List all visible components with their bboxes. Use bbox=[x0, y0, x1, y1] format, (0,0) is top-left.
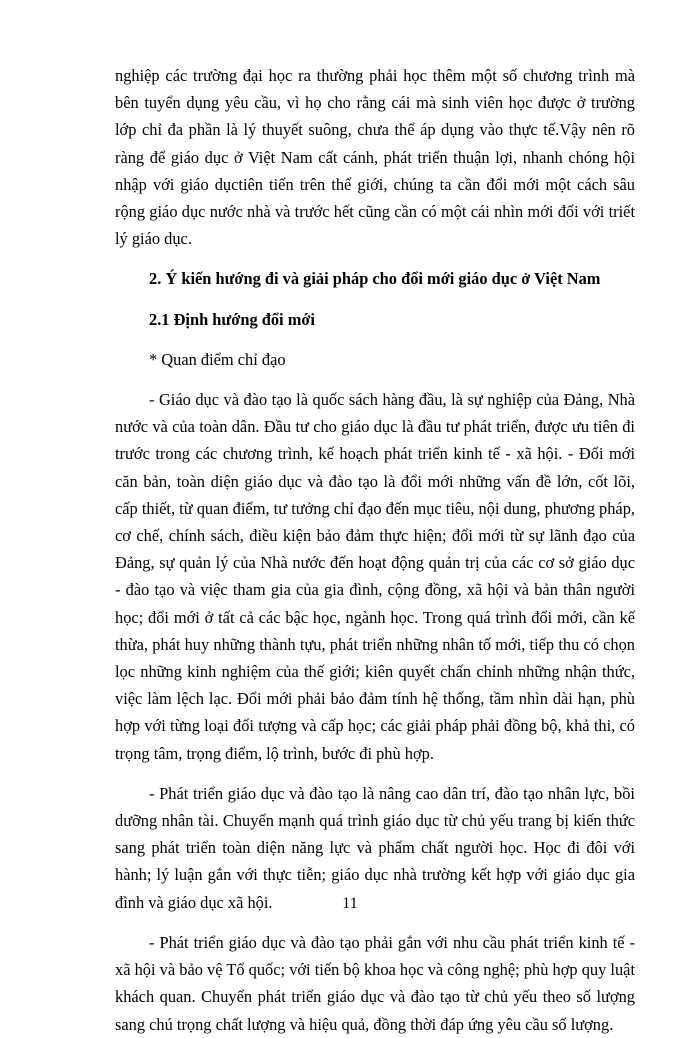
body-paragraph-3: - Phát triển giáo dục và đào tạo phải gắn với nhu cầu phát triển kinh tế - xã hội và bảo vệ Tổ quốc; với tiến bộ khoa học và công nghệ; phù hợp quy luật khách quan. Chuyển phát triển giáo dục và đào tạo từ chủ yếu theo số lượng sang chú trọng chất lượng và hiệu quả, đồng thời đáp ứng yêu cầu số lượng. bbox=[115, 932, 635, 1034]
body-paragraph-2: - Phát triển giáo dục và đào tạo là nâng cao dân trí, đào tạo nhân lực, bồi dưỡng nhân tài. Chuyển mạnh quá trình giáo dục từ chủ yếu trang bị kiến thức sang phát triển toàn diện năng lực và phẩm chất người học. Học đi đôi với hành; lý luận gắn với thực tiễn; giáo dục nhà trường kết hợp với giáo dục gia đình và giáo dục xã hội. bbox=[115, 783, 635, 912]
guiding-view-subheading: * Quan điểm chỉ đạo bbox=[149, 349, 286, 369]
body-paragraph-1: - Giáo dục và đào tạo là quốc sách hàng đầu, là sự nghiệp của Đảng, Nhà nước và của toàn dân. Đầu tư cho giáo dục là đầu tư phát triển, được ưu tiên đi trước trong các chương trình, kế hoạch phát triển kinh tế - xã hội. - Đổi mới căn bản, toàn diện giáo dục và đào tạo là đổi mới những vấn đề lớn, cốt lõi, cấp thiết, từ quan điểm, tư tưởng chỉ đạo đến mục tiêu, nội dung, phương pháp, cơ chế, chính sách, điều kiện bảo đảm thực hiện; đổi mới từ sự lãnh đạo của Đảng, sự quản lý của Nhà nước đến hoạt động quản trị của các cơ sở giáo dục - đào tạo và việc tham gia của gia đình, cộng đồng, xã hội và bản thân người học; đổi mới ở tất cả các bậc học, ngành học. Trong quá trình đổi mới, cần kế thừa, phát huy những thành tựu, phát triển những nhân tố mới, tiếp thu có chọn lọc những kinh nghiệm của thế giới; kiên quyết chấn chỉnh những nhận thức, việc làm lệch lạc. Đổi mới phải bảo đảm tính hệ thống, tầm nhìn dài hạn, phù hợp với từng loại đối tượng và cấp học; các giải pháp phải đồng bộ, khả thi, có trọng tâm, trọng điểm, lộ trình, bước đi phù hợp. bbox=[115, 390, 635, 763]
section-2-heading: 2. Ý kiến hướng đi và giải pháp cho đổi mới giáo dục ở Việt Nam bbox=[149, 269, 601, 289]
document-page bbox=[115, 62, 635, 1038]
intro-paragraph: nghiệp các trường đại học ra thường phải học thêm một số chương trình mà bên tuyển dụng yêu cầu, vì họ cho rằng cái mà sinh viên học được ở trường lớp chỉ đa phần là lý thuyết suông, chưa thể áp dụng vào thực tế.Vậy nên rõ ràng để giáo dục ở Việt Nam cất cánh, phát triển thuận lợi, nhanh chóng hội nhập với giáo dụctiên tiến trên thế giới, chúng ta cần đổi mới một cách sâu rộng giáo dục nước nhà và trước hết cũng cần có một cái nhìn mới đối với triết lý giáo dục. bbox=[115, 66, 635, 249]
page-number: 11 bbox=[342, 895, 358, 912]
section-2-1-heading: 2.1 Định hướng đổi mới bbox=[149, 309, 315, 329]
